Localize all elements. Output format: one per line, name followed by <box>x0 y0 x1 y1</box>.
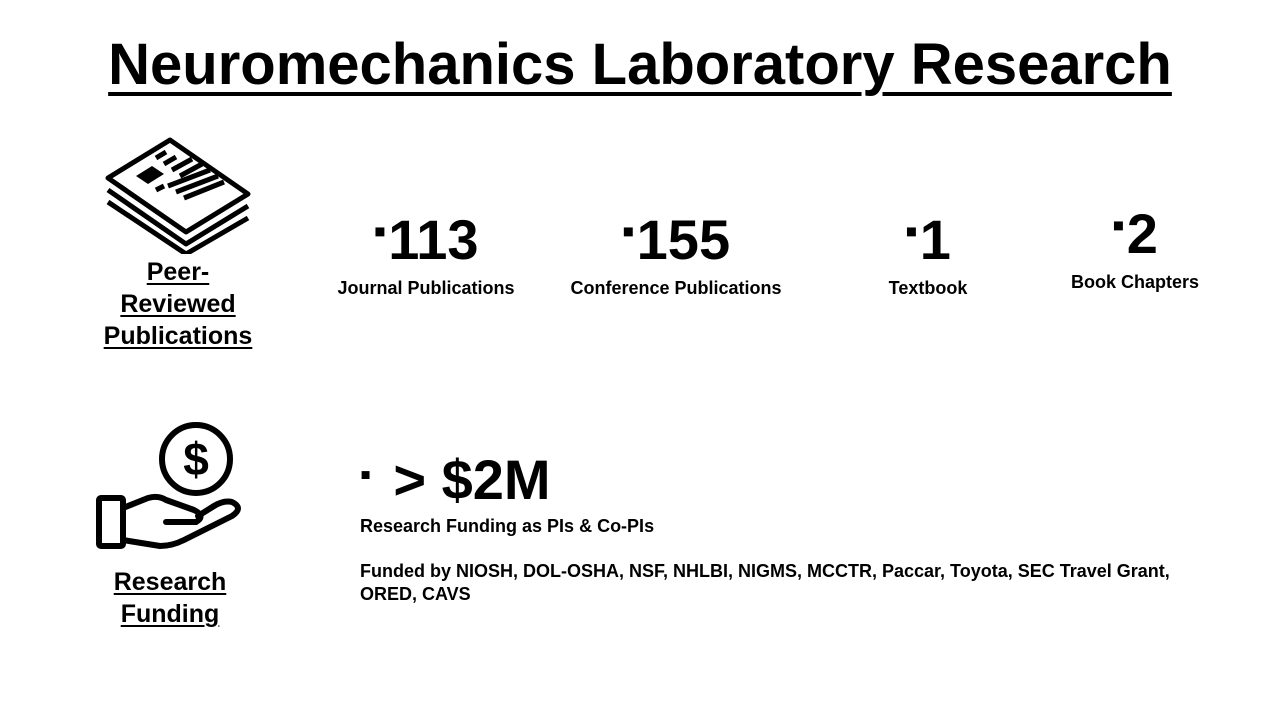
funded-by-text: Funded by NIOSH, DOL-OSHA, NSF, NHLBI, NIGMS, MCCTR, Paccar, Toyota, SEC Travel Grant, ORED, CAVS <box>360 561 1170 604</box>
bullet-icon: ▪ <box>1112 204 1125 245</box>
stat-value: ▪155 <box>621 208 731 271</box>
stat-label: Textbook <box>888 278 968 298</box>
stat-label: Book Chapters <box>1070 272 1200 292</box>
textbook-stat <box>868 208 988 299</box>
bullet-icon: ▪ <box>360 456 372 492</box>
publications-label-line: Peer- <box>146 258 210 286</box>
publications-section-label <box>78 256 278 352</box>
conference-publications-stat <box>556 208 796 299</box>
funding-label-line: Funding <box>120 600 220 628</box>
journal-publications-stat <box>322 208 530 299</box>
book-chapters-stat <box>1060 202 1210 293</box>
page-title: Neuromechanics Laboratory Research <box>108 32 1172 97</box>
funding-section-label <box>70 566 270 630</box>
bullet-icon: ▪ <box>621 210 635 251</box>
hand-dollar-coin-icon <box>94 422 248 552</box>
publications-label-line: Reviewed <box>120 290 236 318</box>
stat-value: ▪113 <box>373 208 479 271</box>
bullet-icon: ▪ <box>905 210 918 251</box>
stat-value: ▪1 <box>905 208 951 271</box>
stat-label: Journal Publications <box>337 278 515 298</box>
stat-label: Conference Publications <box>570 278 782 298</box>
funding-value: ▪ > $2M <box>360 448 551 511</box>
newspaper-stack-icon <box>100 132 256 254</box>
stat-value: ▪2 <box>1112 202 1158 265</box>
funding-label: Research Funding as PIs & Co-PIs <box>360 516 655 536</box>
svg-text:$: $ <box>183 433 209 485</box>
funding-label-line: Research <box>113 568 227 596</box>
publications-label-line: Publications <box>103 322 253 350</box>
bullet-icon: ▪ <box>373 210 387 251</box>
